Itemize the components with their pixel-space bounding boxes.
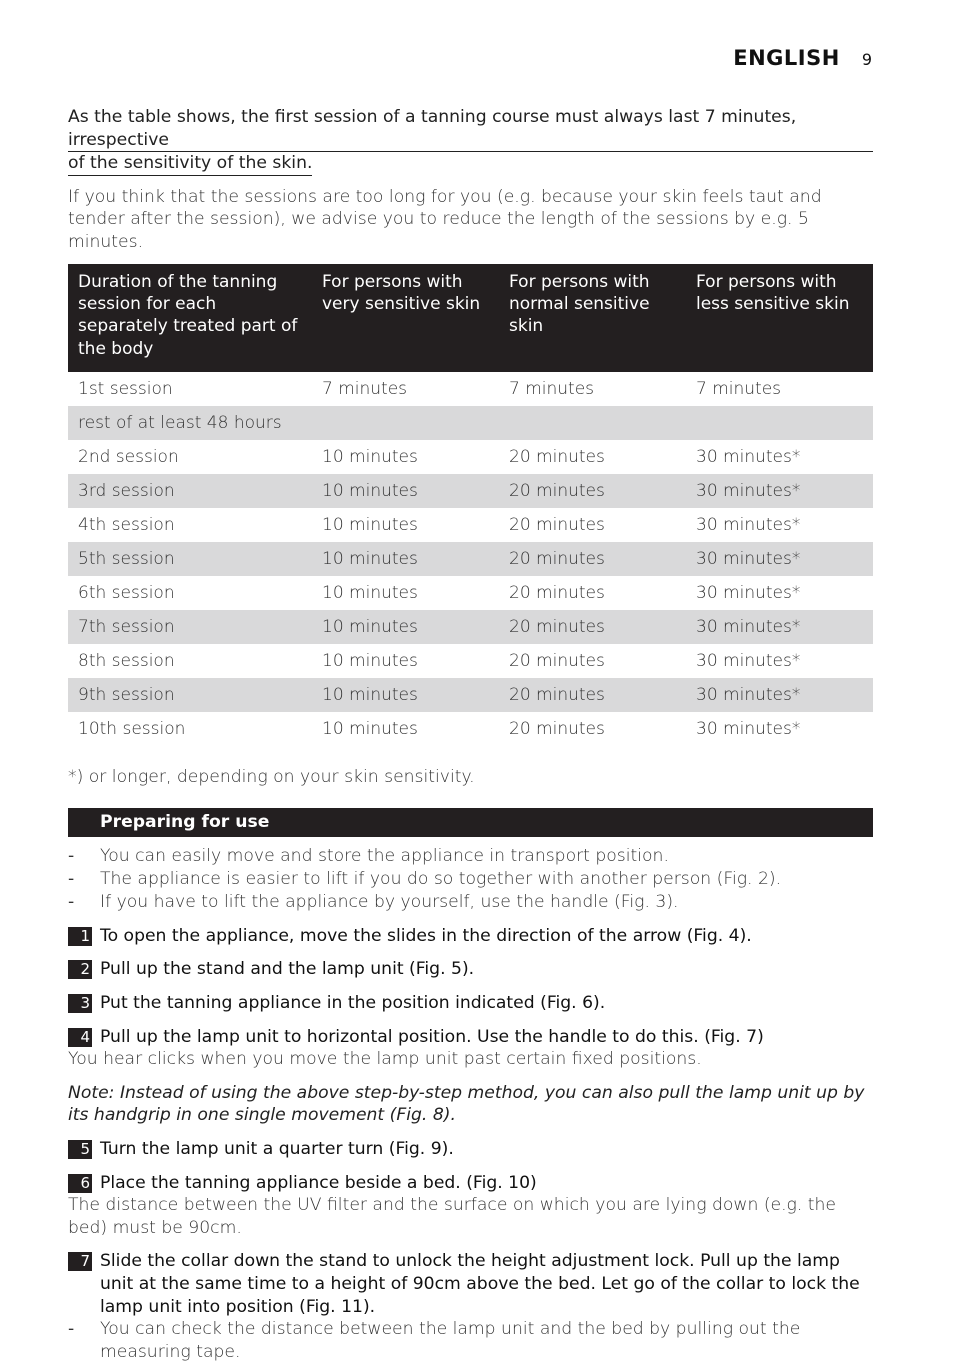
table-cell: 20 minutes bbox=[499, 542, 686, 576]
list-item bbox=[68, 845, 873, 868]
section-heading: Preparing for use bbox=[68, 808, 873, 837]
bullet-text: If you have to lift the appliance by yourself, use the handle (Fig. 3). bbox=[100, 891, 679, 912]
step-item bbox=[68, 1172, 873, 1240]
step-number: 2 bbox=[68, 960, 92, 979]
table-cell: 8th session bbox=[78, 651, 175, 672]
table-cell: 30 minutes* bbox=[696, 447, 801, 468]
table-footnote: *) or longer, depending on your skin sensitivity. bbox=[68, 767, 475, 788]
table-cell: 6th session bbox=[78, 583, 175, 604]
step-text: Slide the collar down the stand to unlock the height adjustment lock. Pull up the lamp unit at the same time to a height of 90cm above the bed. Let go of the collar to lock the lamp unit into position (Fig. 11). bbox=[100, 1251, 860, 1317]
table-row bbox=[68, 610, 873, 644]
table-cell: 3rd session bbox=[68, 474, 312, 508]
table-cell: 30 minutes* bbox=[696, 583, 801, 604]
note-paragraph: Note: Instead of using the above step-by-step method, you can also pull the lamp unit up by its handgrip in one single movement (Fig. 8). bbox=[68, 1082, 865, 1126]
list-item bbox=[68, 868, 873, 891]
table-cell: 20 minutes bbox=[509, 651, 605, 672]
table-row bbox=[68, 372, 873, 406]
table-cell: 30 minutes* bbox=[686, 474, 873, 508]
dash-marker: - bbox=[68, 845, 75, 866]
table-cell: 20 minutes bbox=[499, 610, 686, 644]
step-item bbox=[68, 1026, 873, 1071]
step-number: 4 bbox=[68, 1028, 92, 1047]
dash-marker: - bbox=[68, 868, 75, 889]
column-header: For persons with normal sensitive skin bbox=[499, 264, 686, 373]
table-cell: 2nd session bbox=[78, 447, 179, 468]
column-header: Duration of the tanning session for each separately treated part of the body bbox=[68, 264, 312, 373]
table-row bbox=[68, 474, 873, 508]
table-cell: 10 minutes bbox=[322, 651, 418, 672]
table-cell: 10th session bbox=[78, 719, 186, 740]
page-number: 9 bbox=[861, 50, 872, 69]
table-cell: 10 minutes bbox=[312, 474, 499, 508]
table-header-row bbox=[68, 264, 873, 373]
bullet-text: You can easily move and store the appliance in transport position. bbox=[100, 845, 669, 866]
table-row bbox=[68, 542, 873, 576]
list-item bbox=[68, 1318, 873, 1364]
table-cell: 4th session bbox=[78, 515, 175, 536]
table-cell bbox=[686, 406, 873, 440]
dash-marker: - bbox=[68, 891, 75, 912]
table-cell: 30 minutes* bbox=[696, 719, 801, 740]
step-list-2 bbox=[68, 1138, 873, 1318]
table-cell: 9th session bbox=[68, 678, 312, 712]
table-row bbox=[68, 406, 873, 440]
underlined-statement bbox=[68, 106, 873, 176]
column-header: For persons with very sensitive skin bbox=[312, 264, 499, 373]
dash-marker: - bbox=[68, 1319, 75, 1340]
table-row bbox=[68, 576, 873, 610]
table-cell: 10 minutes bbox=[312, 678, 499, 712]
step-detail: The distance between the UV filter and the surface on which you are lying down (e.g. the bed) must be 90cm. bbox=[68, 1195, 837, 1238]
table-cell: 10 minutes bbox=[322, 719, 418, 740]
page-header bbox=[733, 46, 872, 70]
table-cell: 20 minutes bbox=[509, 515, 605, 536]
intro-paragraph: If you think that the sessions are too long for you (e.g. because your skin feels taut and tender after the session), we advise you to reduce the length of the sessions by e.g. 5 minutes. bbox=[68, 186, 822, 252]
table-row bbox=[68, 644, 873, 678]
step-list bbox=[68, 925, 873, 1071]
bullet-text: You can check the distance between the lamp unit and the bed by pulling out the measuring tape. bbox=[100, 1319, 801, 1363]
step-text: To open the appliance, move the slides in the direction of the arrow (Fig. 4). bbox=[100, 925, 752, 946]
table-cell: 7 minutes bbox=[322, 379, 408, 400]
table-cell: 1st session bbox=[78, 379, 173, 400]
table-cell: 10 minutes bbox=[322, 447, 418, 468]
table-cell: 10 minutes bbox=[312, 610, 499, 644]
table-cell: 20 minutes bbox=[509, 583, 605, 604]
table-cell: 30 minutes* bbox=[696, 515, 801, 536]
table-cell: rest of at least 48 hours bbox=[68, 406, 312, 440]
step-item bbox=[68, 1250, 873, 1318]
step-item bbox=[68, 925, 873, 948]
step-text: Place the tanning appliance beside a bed. (Fig. 10) bbox=[100, 1172, 537, 1193]
table-row bbox=[68, 678, 873, 712]
bullet-text: The appliance is easier to lift if you do so together with another person (Fig. 2). bbox=[100, 868, 782, 889]
table-cell: 30 minutes* bbox=[686, 678, 873, 712]
table-cell: 20 minutes bbox=[509, 447, 605, 468]
column-header: For persons with less sensitive skin bbox=[686, 264, 873, 373]
step-text: Pull up the stand and the lamp unit (Fig. 5). bbox=[100, 959, 475, 980]
step-item bbox=[68, 958, 873, 981]
list-item bbox=[68, 891, 873, 914]
table-cell: 20 minutes bbox=[509, 719, 605, 740]
language-label: ENGLISH bbox=[733, 46, 840, 70]
table-cell: 30 minutes* bbox=[696, 651, 801, 672]
step-number: 3 bbox=[68, 994, 92, 1013]
table-body bbox=[68, 372, 873, 746]
step-number: 5 bbox=[68, 1140, 92, 1159]
table-cell: 30 minutes* bbox=[686, 610, 873, 644]
step-text: Put the tanning appliance in the position indicated (Fig. 6). bbox=[100, 992, 606, 1013]
step-number: 1 bbox=[68, 927, 92, 946]
step-item bbox=[68, 992, 873, 1015]
table-row bbox=[68, 508, 873, 542]
step-text: Turn the lamp unit a quarter turn (Fig. 9). bbox=[100, 1138, 454, 1159]
step-text: Pull up the lamp unit to horizontal position. Use the handle to do this. (Fig. 7) bbox=[100, 1026, 764, 1047]
table-cell: 10 minutes bbox=[322, 583, 418, 604]
table-cell: 5th session bbox=[68, 542, 312, 576]
step-number: 6 bbox=[68, 1174, 92, 1193]
table-cell: 10 minutes bbox=[322, 515, 418, 536]
underlined-line-2: of the sensitivity of the skin. bbox=[68, 152, 312, 176]
table-cell: 7 minutes bbox=[509, 379, 595, 400]
step-detail: You hear clicks when you move the lamp unit past certain fixed positions. bbox=[68, 1049, 702, 1070]
step-number: 7 bbox=[68, 1252, 92, 1271]
bullet-list bbox=[68, 845, 873, 914]
table-cell bbox=[312, 406, 499, 440]
table-cell: 7 minutes bbox=[696, 379, 782, 400]
table-row bbox=[68, 712, 873, 746]
table-cell: 30 minutes* bbox=[686, 542, 873, 576]
tanning-schedule-table bbox=[68, 264, 873, 747]
table-cell bbox=[499, 406, 686, 440]
page-content bbox=[68, 106, 873, 1364]
underlined-line-1: As the table shows, the first session of a tanning course must always last 7 minutes, irrespective bbox=[68, 106, 873, 152]
table-cell: 10 minutes bbox=[312, 542, 499, 576]
table-row bbox=[68, 440, 873, 474]
table-cell: 20 minutes bbox=[499, 474, 686, 508]
step-item bbox=[68, 1138, 873, 1161]
table-cell: 20 minutes bbox=[499, 678, 686, 712]
table-cell: 7th session bbox=[68, 610, 312, 644]
